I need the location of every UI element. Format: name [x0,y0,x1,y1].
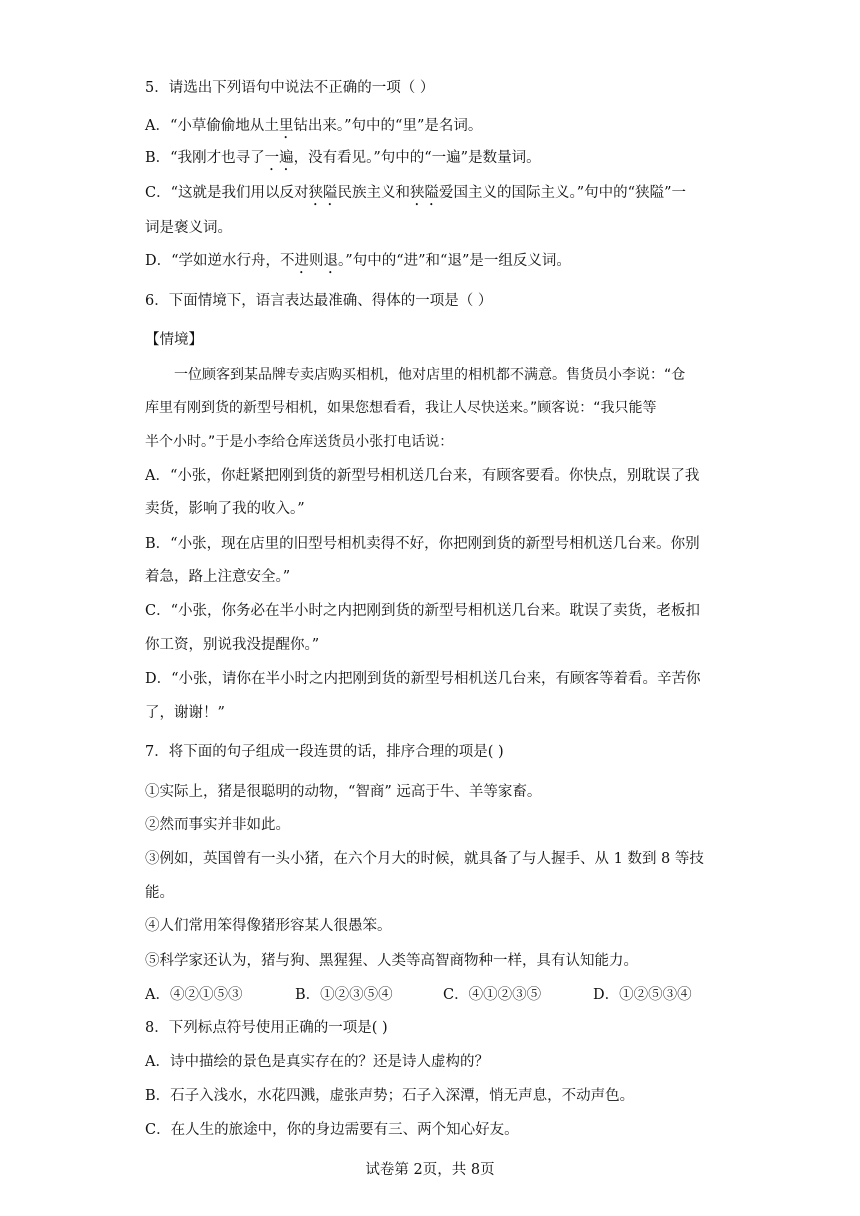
q6-option-a: A．“小张，你赶紧把刚到货的新型号相机送几台来，有顾客要看。你快点，别耽误了我 [145,468,700,484]
q5-option-b: B．“我刚才也寻了一遍，没有看见。”句中的“一遍”是数量词。 [145,150,541,166]
q7-option-a: A．④②①⑤③ [145,987,243,1003]
q7-sentence-1: ①实际上，猪是很聪明的动物，“智商” 远高于牛、羊等家畜。 [145,784,542,800]
q7-sentence-4: ④人们常用笨得像猪形容某人很愚笨。 [145,918,392,934]
emphasis-mark: 里 [278,118,294,134]
q7-option-b: B．①②③⑤④ [295,987,393,1003]
q6-option-a-cont: 卖货，影响了我的收入。” [145,501,305,517]
q7-option-c: C．④①②③⑤ [443,987,542,1003]
emphasis-mark: 进 [294,253,310,269]
emphasis-mark: 退 [323,253,339,269]
q6-stem: 6．下面情境下，语言表达最准确、得体的一项是（ ） [145,293,493,309]
q5-option-c-cont: 词是褒义词。 [145,220,232,236]
emphasis-mark: 狭隘 [410,185,440,201]
q8-option-b: B．石子入浅水，水花四溅，虚张声势；石子入深潭，悄无声息，不动声色。 [145,1088,635,1104]
q5-option-a: A．“小草偷偷地从土里钻出来。”句中的“里”是名词。 [145,118,483,134]
q6-option-d-cont: 了，谢谢！” [145,705,225,721]
q8-option-c: C．在人生的旅途中，你的身边需要有三、两个知心好友。 [145,1122,519,1138]
q6-option-b-cont: 着急，路上注意安全。” [145,569,291,585]
q6-context-line-2: 库里有刚到货的新型号相机，如果您想看看，我让人尽快送来。”顾客说：“我只能等 [145,400,657,416]
q6-option-c-cont: 你工资，别说我没提醒你。” [145,637,320,653]
q7-sentence-5: ⑤科学家还认为，猪与狗、黑猩猩、人类等高智商物种一样，具有认知能力。 [145,953,638,969]
q6-option-d: D．“小张，请你在半小时之内把刚到货的新型号相机送几台来，有顾客等着看。辛苦你 [145,671,701,687]
emphasis-mark: 一遍 [264,150,294,166]
q6-context-label: 【情境】 [145,332,203,348]
q8-stem: 8．下列标点符号使用正确的一项是( ) [145,1020,388,1036]
q6-option-b: B．“小张，现在店里的旧型号相机卖得不好，你把刚到货的新型号相机送几台来。你别 [145,536,700,552]
q7-sentence-2: ②然而事实并非如此。 [145,817,290,833]
page-footer: 试卷第 2页，共 8页 [365,1162,495,1178]
emphasis-mark: 狭隘 [308,185,338,201]
q6-option-c: C．“小张，你务必在半小时之内把刚到货的新型号相机送几台来。耽误了卖货，老板扣 [145,603,701,619]
q7-sentence-3-cont: 能。 [145,885,174,901]
q7-stem: 7．将下面的句子组成一段连贯的话，排序合理的项是( ) [145,744,504,760]
q6-context-line-1: 一位顾客到某品牌专卖店购买相机，他对店里的相机都不满意。售货员小李说：“仓 [174,367,686,383]
q7-options [145,985,692,1005]
q8-option-a: A．诗中描绘的景色是真实存在的？还是诗人虚构的？ [145,1054,489,1070]
q7-option-d: D．①②⑤③④ [593,987,692,1003]
q5-stem: 5．请选出下列语句中说法不正确的一项（ ） [145,80,435,96]
q5-option-c: C．“这就是我们用以反对狭隘民族主义和狭隘爱国主义的国际主义。”句中的“狭隘”一 [145,185,687,201]
q6-context-line-3: 半个小时。”于是小李给仓库送货员小张打电话说： [145,434,454,450]
q5-option-d: D．“学如逆水行舟，不进则退。”句中的“进”和“退”是一组反义词。 [145,253,571,269]
q7-sentence-3: ③例如，英国曾有一头小猪，在六个月大的时候，就具备了与人握手、从 1 数到 8 等技 [145,851,704,867]
